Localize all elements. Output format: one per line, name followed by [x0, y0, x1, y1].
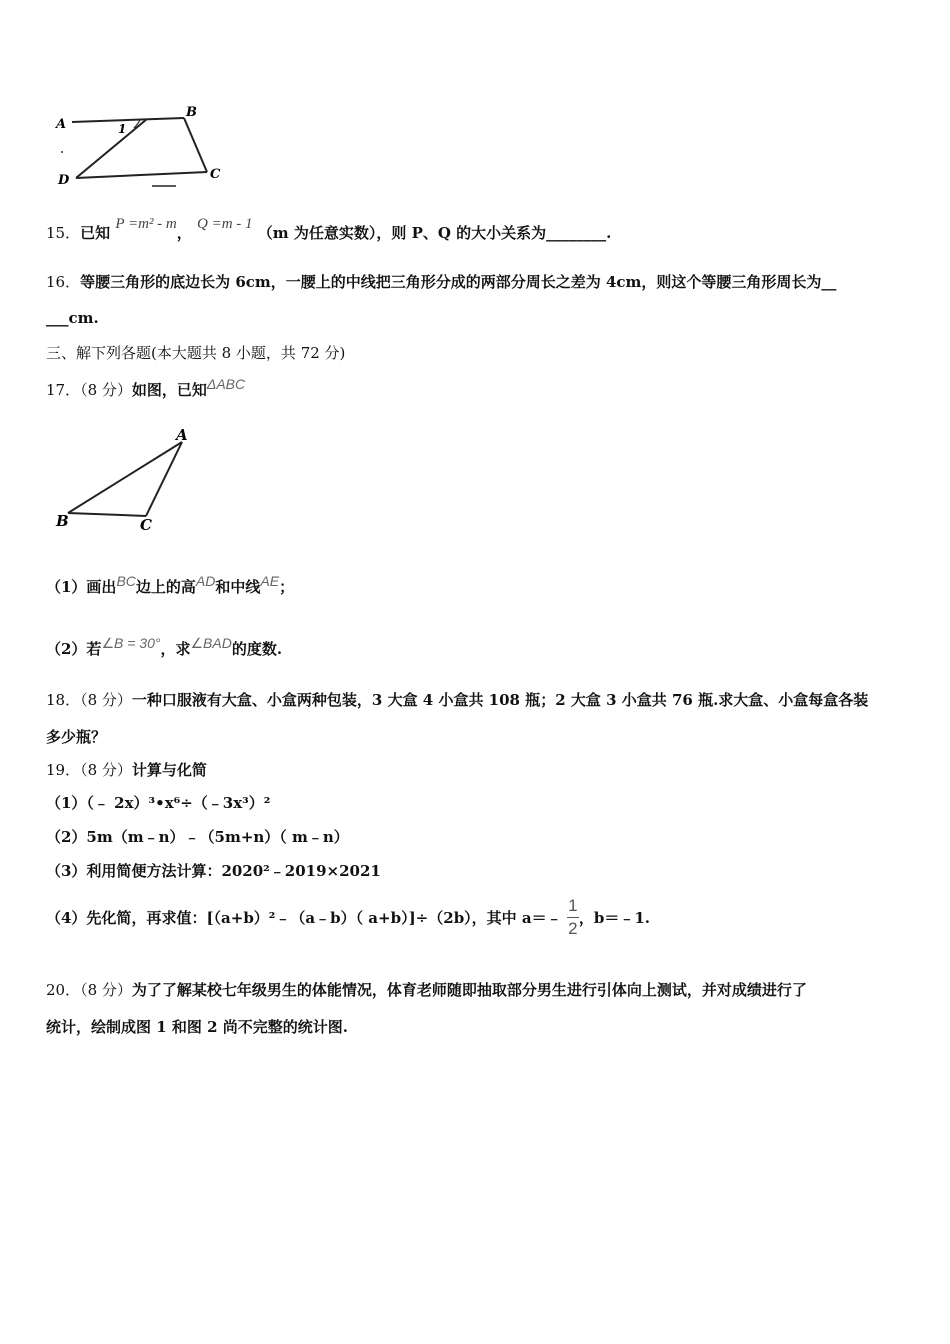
- q20-text2: 统计，绘制成图 1 和图 2 尚不完整的统计图.: [46, 1018, 348, 1036]
- q16-number: 16．: [46, 273, 81, 291]
- q15-number: 15．: [46, 224, 81, 242]
- q19-part4-fraction: [567, 897, 579, 938]
- q19-fraction-denominator: 2: [568, 919, 578, 938]
- question-19-part4: [46, 897, 650, 938]
- section-3-title: [46, 342, 345, 363]
- q17-part1-ae: AE: [260, 573, 280, 589]
- q16-text1: 等腰三角形的底边长为 6cm，一腰上的中线把三角形分成的两部分周长之差为 4cm，则这个等腰三角形周长为__: [80, 273, 837, 291]
- trapezoid-label-c: C: [210, 167, 221, 182]
- q18-number: 18．: [46, 691, 81, 709]
- q20-text1: 为了了解某校七年级男生的体能情况，体育老师随即抽取部分男生进行引体向上测试，并对成绩进行了: [131, 981, 807, 999]
- q15-comma: ，: [176, 224, 192, 242]
- q16-text2: ___cm.: [46, 309, 99, 327]
- trapezoid-label-b: B: [186, 105, 197, 120]
- q15-expr-p: P =m² - m: [115, 216, 177, 232]
- question-16-line1: [46, 271, 836, 292]
- trapezoid-label-d: D: [58, 173, 70, 188]
- triangle-figure: [50, 424, 210, 534]
- q19-score: （8 分）: [80, 761, 132, 779]
- triangle-label-b: B: [56, 512, 69, 530]
- trapezoid-label-a: A: [56, 117, 67, 132]
- q20-number: 20．: [46, 981, 81, 999]
- trapezoid-angle-label: 1: [118, 122, 127, 136]
- question-19-part2: [46, 826, 349, 847]
- q18-text1: 一种口服液有大盒、小盒两种包装，3 大盒 4 小盒共 108 瓶；2 大盒 3 小盒共 76 瓶.求大盒、小盒每盒各装: [131, 691, 869, 709]
- q17-part1-bc: BC: [116, 573, 136, 589]
- question-20-line1: [46, 979, 807, 1000]
- q19-title: 计算与化简: [131, 761, 207, 779]
- question-18-line1: [46, 689, 868, 710]
- q17-part1-label: （1）画出: [46, 578, 117, 596]
- question-16-line2: [46, 309, 99, 327]
- q19-fraction-numerator: 1: [568, 896, 578, 915]
- q17-part2-mid: ，求: [160, 640, 191, 658]
- q15-text-after: （m 为任意实数），则 P、Q 的大小关系为________.: [257, 224, 612, 242]
- question-17: [46, 376, 246, 400]
- triangle-label-c: C: [140, 516, 152, 534]
- trapezoid-figure: [52, 100, 232, 192]
- q17-text: 如图，已知: [131, 381, 207, 399]
- q17-part1-mid1: 边上的高: [135, 578, 196, 596]
- question-18-line2: [46, 726, 106, 747]
- q18-text2: 多少瓶？: [46, 728, 107, 746]
- q19-part3-text: （3）利用简便方法计算：2020²﹣2019×2021: [46, 862, 381, 880]
- q17-part2-angle-bad: ∠BAD: [190, 635, 232, 651]
- section-3-title-text: 三、解下列各题(本大题共 8 小题，共 72 分): [46, 344, 346, 362]
- q19-part4-text-a: （4）先化简，再求值：[（a+b）²﹣（a﹣b）（ a+b）]÷（2b），其中 a＝﹣: [46, 909, 562, 927]
- q19-part4-text-b: ，b＝﹣1.: [578, 909, 651, 927]
- q15-text-before: 已知: [80, 224, 111, 242]
- q15-expr-q: Q =m - 1: [197, 216, 253, 232]
- q19-fraction-bar: [567, 917, 579, 918]
- question-19-part3: [46, 860, 381, 881]
- question-17-part1: [46, 573, 295, 597]
- q17-part1-end: ；: [279, 578, 295, 596]
- q17-part2-angle-b: ∠B = 30°: [101, 635, 161, 651]
- q17-number: 17．: [46, 381, 81, 399]
- triangle-label-a: A: [176, 426, 188, 444]
- q17-part2-label: （2）若: [46, 640, 102, 658]
- question-17-part2: [46, 635, 283, 659]
- q17-part1-mid2: 和中线: [215, 578, 261, 596]
- question-15: [46, 216, 612, 243]
- q17-expr: ΔABC: [206, 376, 246, 392]
- q20-score: （8 分）: [80, 981, 132, 999]
- q17-score: （8 分）: [80, 381, 132, 399]
- question-20-line2: [46, 1016, 348, 1037]
- question-19: [46, 759, 207, 780]
- q19-part1-text: （1）（﹣ 2x）³•x⁶÷（﹣3x³）²: [46, 794, 271, 812]
- q19-part2-text: （2）5m（m﹣n）﹣（5m+n）（ m﹣n）: [46, 828, 349, 846]
- q17-part2-end: 的度数.: [231, 640, 283, 658]
- q18-score: （8 分）: [80, 691, 132, 709]
- q17-part1-ad: AD: [195, 573, 216, 589]
- q19-number: 19．: [46, 761, 81, 779]
- question-19-part1: [46, 792, 270, 813]
